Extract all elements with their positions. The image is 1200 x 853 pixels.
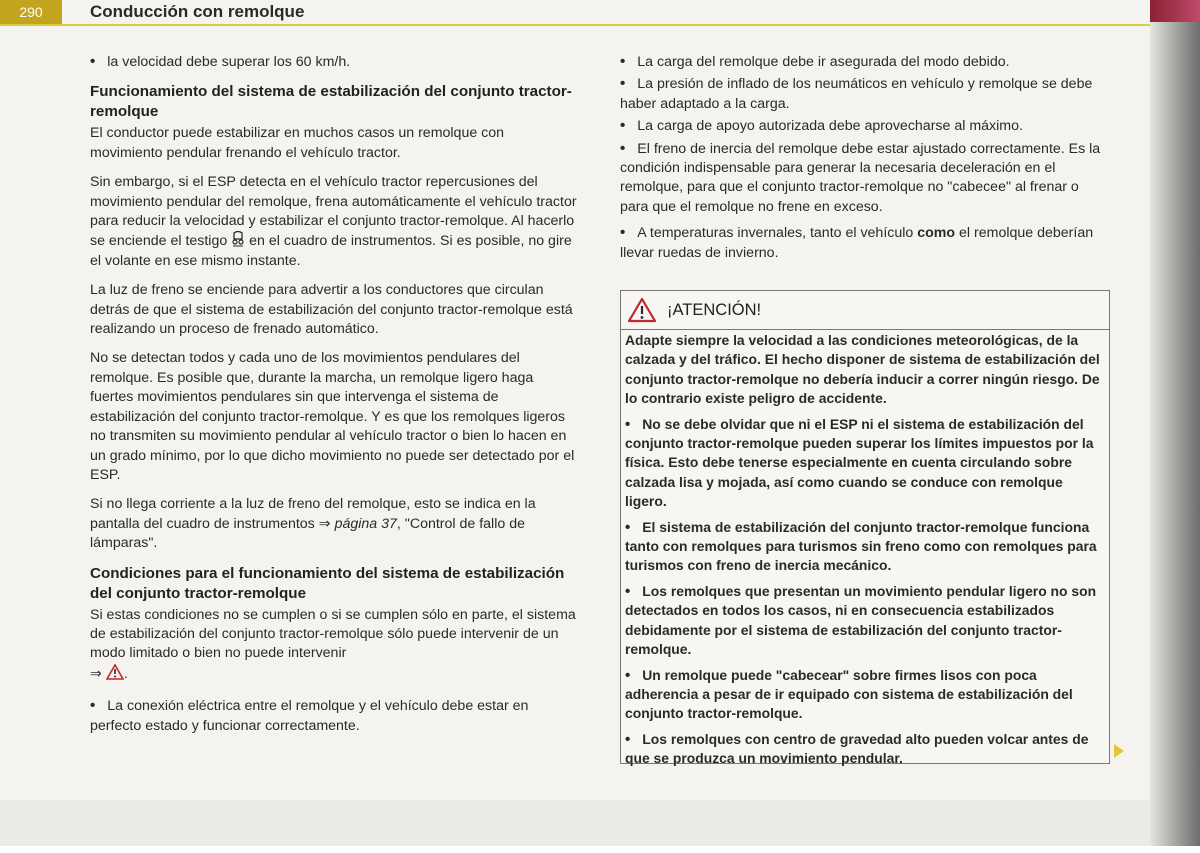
warning-bullet: • No se debe olvidar que ni el ESP ni el sistema de estabilización del conjunto tractor-remolque pueden superar los límites impuestos por la física. Esto debe tenerse especialmente en cuenta circulando sobre calzada lisa y mojada, así como cuando se conduce con remolque ligero. (625, 415, 1105, 512)
warning-triangle-icon (627, 297, 657, 323)
bullet-electrical: • La conexión eléctrica entre el remolque y el vehículo debe estar en perfecto estado y funcionar correctamente. (90, 696, 580, 736)
reference-arrow: ⇒ (90, 665, 102, 682)
page-number: 290 (0, 0, 62, 24)
chapter-title: Conducción con remolque (90, 2, 305, 21)
paragraph: Si estas condiciones no se cumplen o si se cumplen sólo en parte, el sistema de estabilización del conjunto tractor-remolque sólo puede intervenir de un modo limitado o bien no puede intervenir ⇒ . (90, 606, 576, 682)
warning-bullet: • Un remolque puede "cabecear" sobre firmes lisos con poca adherencia a pesar de ir equipado con sistema de estabilización del conjunto tractor-remolque. (625, 666, 1105, 724)
warning-header (621, 291, 1109, 330)
left-column (90, 52, 580, 746)
continue-arrow-icon (1114, 744, 1124, 758)
reference-arrow: ⇒ (318, 515, 331, 532)
paragraph: Si no llega corriente a la luz de freno del remolque, esto se indica en la pantalla del cuadro de instrumentos ⇒ página 37, "Control de fallo de lámparas". (90, 496, 536, 552)
warning-text: Adapte siempre la velocidad a las condiciones meteorológicas, de la calzada y del tráfico. El hecho disponer de sistema de estabilización del conjunto tractor-remolque no debería inducir a correr ningún riesgo. De lo contrario existe peligro de accidente. (625, 332, 1100, 407)
chapter-tab (1150, 0, 1200, 22)
paragraph: El conductor puede estabilizar en muchos casos un remolque con movimiento pendular frenando el vehículo tractor. (90, 125, 505, 161)
page-bottom-edge (0, 846, 1200, 853)
warning-bullet: • Los remolques con centro de gravedad alto pueden volcar antes de que se produzca un movimiento pendular. (625, 730, 1105, 769)
warning-bullet: • Los remolques que presentan un movimiento pendular ligero no son detectados en todos los casos, ni en consecuencia estabilizados debidamente por el sistema de estabilización del conjunto tractor-remolque. (625, 582, 1105, 660)
bullet-winter-tyres: • A temperaturas invernales, tanto el vehículo como el remolque deberían llevar ruedas de invierno. (620, 223, 1108, 263)
section-heading-conditions: Condiciones para el funcionamiento del sistema de estabilización del conjunto tractor-remolque (90, 564, 565, 602)
right-column (620, 52, 1108, 273)
bullet-support-load: • La carga de apoyo autorizada debe aprovecharse al máximo. (620, 116, 1108, 136)
page-reference-link[interactable]: página 37 (334, 515, 397, 532)
warning-title: ¡ATENCIÓN! (667, 300, 762, 319)
bullet-inertia-brake: • El freno de inercia del remolque debe estar ajustado correctamente. Es la condición indispensable para generar la necesaria deceleración en el remolque, para que el conjunto tractor-remolque no "cabecee" al frenar o para que el remolque no frene en exceso. (620, 139, 1108, 218)
bullet-tyre-pressure: • La presión de inflado de los neumáticos en vehículo y remolque se debe haber adaptado a la carga. (620, 74, 1108, 114)
bullet-load: • La carga del remolque debe ir asegurada del modo debido. (620, 52, 1108, 72)
paragraph: La luz de freno se enciende para advertir a los conductores que circulan detrás de que el sistema de estabilización del conjunto tractor-remolque está realizando un proceso de frenado automático. (90, 282, 573, 338)
page-edge (1150, 22, 1200, 853)
page-header (0, 0, 1160, 26)
warning-bullet: • El sistema de estabilización del conjunto tractor-remolque funciona tanto con remolques para turismos sin freno como con remolques para turismos con freno de inercia mecánico. (625, 518, 1105, 576)
warning-triangle-icon[interactable] (106, 664, 124, 680)
page-footer (0, 800, 1150, 846)
warning-box (620, 290, 1110, 767)
trailer-warning-icon (231, 231, 245, 247)
paragraph: No se detectan todos y cada uno de los movimientos pendulares del remolque. Es posible que, durante la marcha, un remolque ligero haga fuertes movimientos pendulares sin que intervenga el sistema de estabilización del conjunto tractor-remolque. Y es que los remolques ligeros no transmiten su movimiento pendular al vehículo tractor o bien lo hacen en un grado mínimo, por lo que dicho movimiento no puede ser detectado por el ESP. (90, 350, 575, 483)
paragraph: Sin embargo, si el ESP detecta en el vehículo tractor repercusiones del movimiento pendular del remolque, frena automáticamente el vehículo tractor para reducir la velocidad y estabilizar el conjunto tractor-remolque. Al hacerlo se enciende el testigo en el cuadro de instrumentos. Si es posible, no gire el volante en ese mismo instante. (90, 174, 577, 269)
warning-body (621, 330, 1109, 769)
bullet-speed: • la velocidad debe superar los 60 km/h. (90, 52, 580, 72)
section-heading-function: Funcionamiento del sistema de estabilización del conjunto tractor-remolque (90, 83, 572, 121)
